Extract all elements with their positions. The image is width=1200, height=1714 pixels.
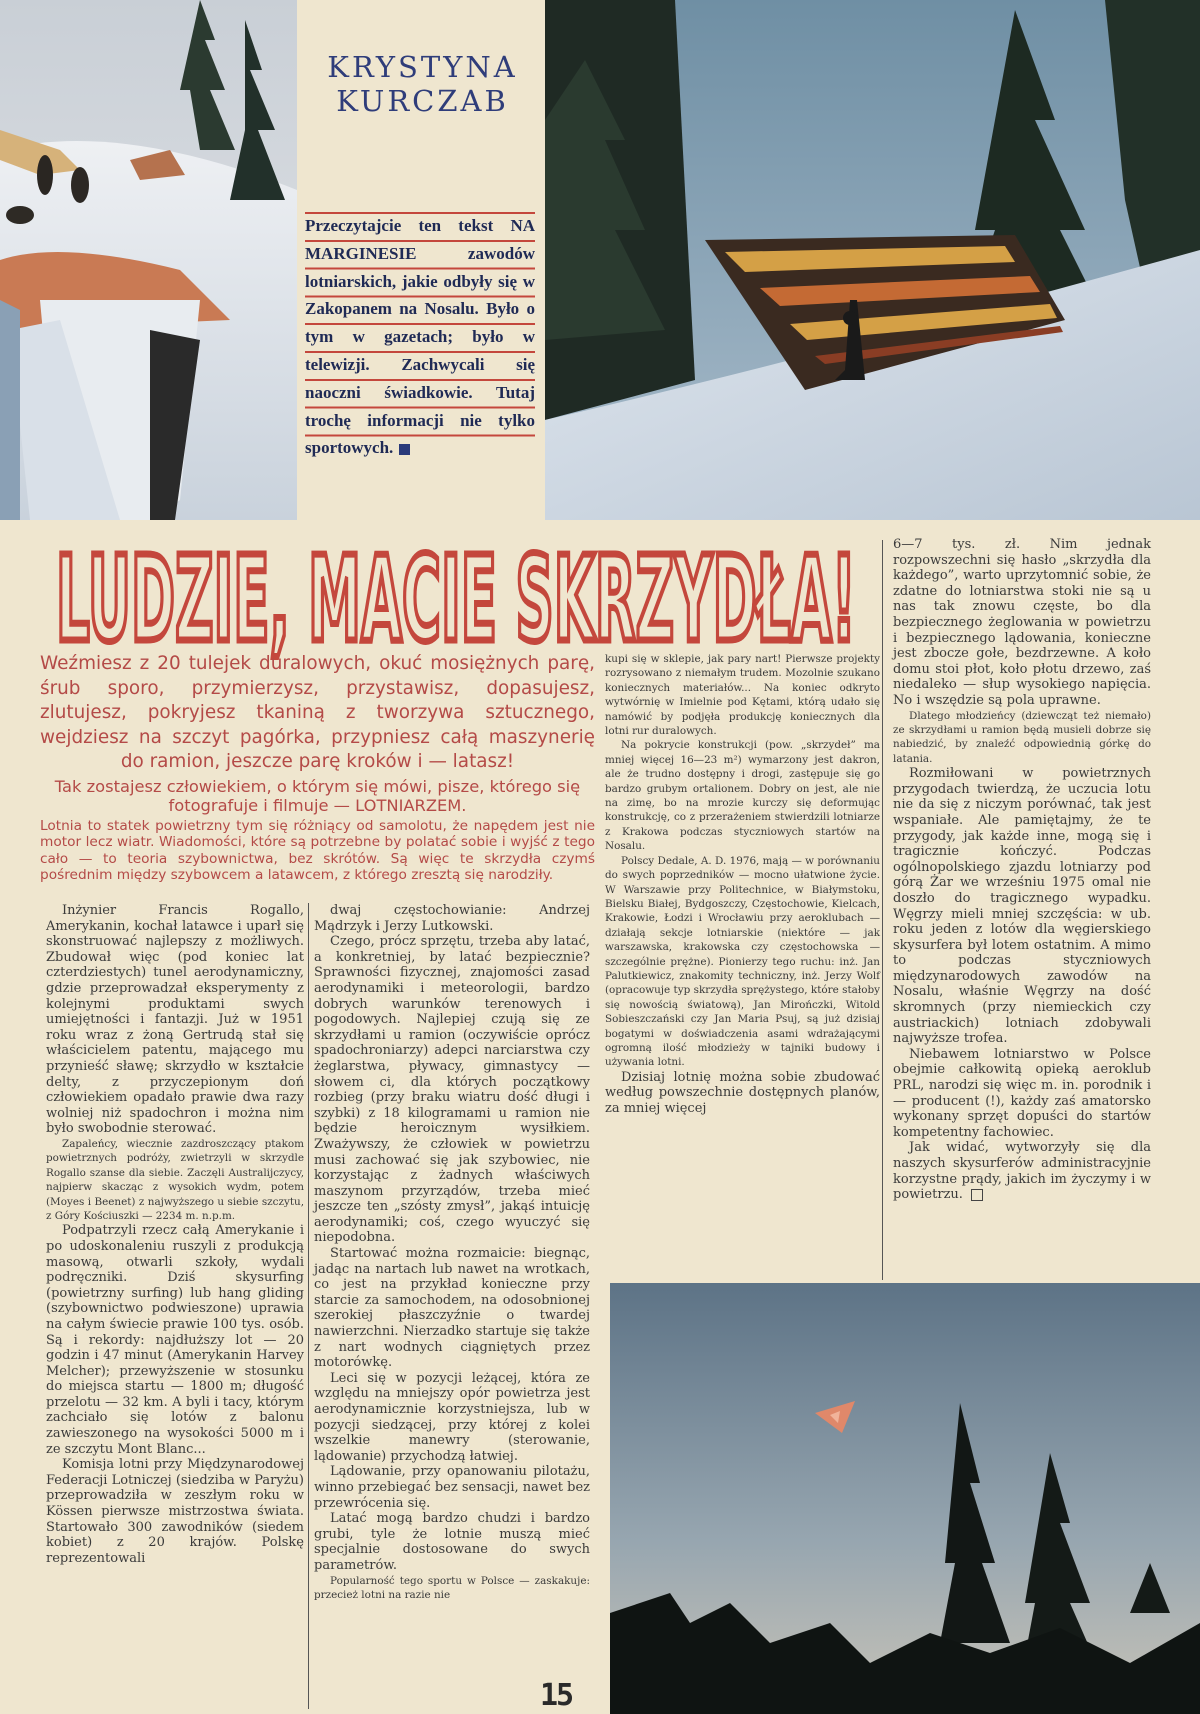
lede-paragraph-1: Weźmiesz z 20 tulejek duralowych, okuć mosiężnych parę, śrub sporo, przymierzysz, przystawisz, dopasujesz, zlutujesz, pokryjesz tkaniną z tworzywa sztucznego, wejdziesz na szczyt pagórka, przypniesz całą maszynerię do ramion, jeszcze parę kroków i — latasz! bbox=[40, 653, 595, 773]
paragraph: Dlatego młodzieńcy (dziewcząt też niemało) ze skrzydłami u ramion będą musieli dobrze się nabiedzić, by znaleźć odpowiednią górkę do latania. bbox=[893, 709, 1151, 765]
paragraph: Popularność tego sportu w Polsce — zaskakuje: przecież lotni na razie nie bbox=[314, 1574, 590, 1601]
paragraph: Latać mogą bardzo chudzi i bardzo grubi, tyle że lotnie muszą mieć specjalnie dostosowane do swych parametrów. bbox=[314, 1511, 590, 1573]
paragraph: Niebawem lotniarstwo w Polsce obejmie całkowitą opieką aeroklub PRL, narodzi się więc m. in. porodnik i — producent (!), każdy zaś amatorsko wykonany sprzęt dopuści do startów kompetentny fachowiec. bbox=[893, 1046, 1151, 1140]
body-column-1 bbox=[46, 903, 304, 1566]
author-name bbox=[300, 50, 545, 118]
paragraph: Podpatrzyli rzecz całą Amerykanie i po udoskonaleniu ruszyli z produkcją masową, otwarli szkoły, wydali podręczniki. Dziś skysurfing (powietrzny surfing) lub hang gliding (szybownictwo podwieszone) uprawia na całym świecie prawie 100 tys. osób. Są i rekordy: najdłuższy lot — 20 godzin i 47 minut (Amerykanin Harvey Melcher); przewyższenie w stosunku do miejsca startu — 1800 m; długość przelotu — 32 km. A byli i tacy, którym zachciało się lotów z balonu zawieszonego na wysokości 5000 m i ze szczytu Mont Blanc... bbox=[46, 1223, 304, 1457]
paragraph: Startować można rozmaicie: biegnąc, jadąc na nartach lub nawet na wrotkach, co jest na przykład konieczne przy starcie za samochodem, na odosobnionej szerokiej płaszczyźnie o twardej nawierzchni. Nierzadko startuje się także z nart wodnych ciągniętych przez motorówkę. bbox=[314, 1246, 590, 1371]
paragraph: Lądowanie, przy opanowaniu pilotażu, winno przebiegać bez sensacji, nawet bez przewrócenia się. bbox=[314, 1464, 590, 1511]
column-divider bbox=[882, 540, 883, 1280]
photo-snow-camp bbox=[0, 0, 297, 520]
headline-title: LUDZIE, MACIE SKRZYDŁA! bbox=[56, 530, 856, 660]
paragraph: Polscy Dedale, A. D. 1976, mają — w porównaniu do swych poprzedników — mocno ułatwione życie. W Warszawie przy Politechnice, w Białymstoku, Bielsku Białej, Bydgoszczy, Częstochowie, Kielcach, Krakowie, Łodzi i Wrocławiu przy aeroklubach — działają sekcje lotniarskie (niektóre — jak warszawska, krakowska czy częstochowska — szczególnie prężne). Pionierzy tego ruchu: inż. Jan Palutkiewicz, znakomity techniczny, inż. Jerzy Wolf (opracowuje typ skrzydła sprężystego, które stałoby się nowością światową), Jan Mirończki, Witold Sobieszczański czy Jan Maria Psuj, są już dzisiaj bogatymi w doświadczenia asami wdrażającymi ogromną ilość młodzieży w tajniki budowy i używania lotni. bbox=[605, 854, 880, 1069]
paragraph: Komisja lotni przy Międzynarodowej Federacji Lotniczej (siedziba w Paryżu) przeprowadziła w zeszłym roku w Kössen pierwsze mistrzostwa świata. Startowało 300 zawodników (siedem kobiet) z 20 krajów. Polskę reprezentowali bbox=[46, 1457, 304, 1566]
paragraph-last bbox=[893, 1140, 1151, 1202]
body-column-4 bbox=[893, 537, 1151, 1203]
body-column-2 bbox=[314, 903, 590, 1602]
paragraph: 6—7 tys. zł. Nim jednak rozpowszechni się hasło „skrzydła dla każdego”, warto uprzytomnić sobie, że zdatne do lotniarstwa stoki nie są u nas tak znowu częste, bo dla bezpiecznego żeglowania w powietrzu i bezpiecznego lądowania, konieczne jest zbocze gołe, bezdrzewne. A koło domu stoi płot, koło płotu drzewo, zaś niedaleko — słup wysokiego napięcia. No i wszędzie są pola uprawne. bbox=[893, 537, 1151, 708]
paragraph: Na pokrycie konstrukcji (pow. „skrzydeł” ma mniej więcej 16—23 m²) wymarzony jest dakron, ale że trudno dostępny i drogi, zastępuje się go bardzo grubym ortalionem. Dobry on jest, ale nie na zimę, bo na mrozie kurczy się deformując konstrukcję, co z przerażeniem stwierdzili lotniarze z Krakowa podczas styczniowych startów na Nosalu. bbox=[605, 739, 880, 853]
lede-paragraph-3: Lotnia to statek powietrzny tym się różniący od samolotu, że napędem jest nie motor lecz wiatr. Wiadomości, które są potrzebne by polatać sobie i wyjść z tego cało — to teoria szybownictwa, bez skrótów. Są więc te skrzydła czymś pośrednim między szybowcem a latawcem, z którego zresztą się narodziły. bbox=[40, 817, 595, 884]
end-box-icon bbox=[971, 1189, 983, 1201]
page-number: 15 bbox=[540, 1678, 573, 1713]
photo-glider-in-sky bbox=[610, 1283, 1200, 1714]
paragraph: Czego, prócz sprzętu, trzeba aby latać, a konkretniej, by latać bezpiecznie? Sprawności fizycznej, znajomości zasad aerodynamiki i meteorologii, bardzo dobrych warunków terenowych i pogodowych. Najlepiej czują się ze skrzydłami u ramion (oczywiście oprócz spadochroniarzy) adepci narciarstwa czy żeglarstwa, pływacy, gimnastycy — słowem ci, dla których początkowy rozbieg (przy braku wiatru dość długi i szybki) z 18 kilogramami u ramion nie będzie heroicznym wysiłkiem. Zważywszy, że człowiek w powietrzu musi zachować się jak szybowiec, nie korzystając z żadnych właściwych maszynom przyrządów, trzeba mieć jeszcze ten „szósty zmysł”, jakąś intuicję aerodynamiki; coś, czego wyuczyć się niepodobna. bbox=[314, 934, 590, 1246]
paragraph-text: Jak widać, wytworzyły się dla naszych skysurferów administracyjnie korzystne prądy, jakich im życzymy i w powietrzu. bbox=[893, 1140, 1151, 1203]
column-divider bbox=[308, 903, 309, 1709]
author-first-name: KRYSTYNA bbox=[327, 50, 518, 84]
headline bbox=[46, 520, 866, 660]
author-last-name: KURCZAB bbox=[336, 84, 509, 118]
paragraph: dwaj częstochowianie: Andrzej Mądrzyk i Jerzy Lutkowski. bbox=[314, 903, 590, 934]
paragraph: Inżynier Francis Rogallo, Amerykanin, kochał latawce i uparł się skonstruować najlepszy z możliwych. Zbudował więc (pod koniec lat czterdziestych) tunel aerodynamiczny, gdzie przeprowadzał eksperymenty z kolejnymi produktami swych umiejętności i fantazji. Już w 1951 roku wraz z żoną Gertrudą stał się właścicielem patentu, mającego mu przynieść sławę; skrzydło w kształcie delty, z przyczepionym doń człowiekiem opadało prawie dwa razy wolniej niż spadochron i można nim było swobodnie sterować. bbox=[46, 903, 304, 1137]
paragraph: Zapaleńcy, wiecznie zazdroszczący ptakom powietrznych podróży, zwietrzyli w skrzydle Rogallo szanse dla siebie. Zaczęli Australijczycy, najpierw skacząc z wysokich wydm, potem (Moyes i Beenet) z najwyższego u siebie szczytu, z Góry Kościuszki — 2234 m. n.p.m. bbox=[46, 1137, 304, 1222]
photo-hang-glider-snow bbox=[545, 0, 1200, 520]
lede bbox=[40, 652, 595, 884]
intro-text bbox=[305, 212, 535, 462]
lede-paragraph-2: Tak zostajesz człowiekiem, o którym się mówi, pisze, którego się fotografuje i filmuje — LOTNIARZEM. bbox=[54, 776, 581, 815]
paragraph: Rozmiłowani w powietrznych przygodach twierdzą, że uczucia lotu nie da się z niczym porównać, tak jest wspaniałe. Ale pamiętajmy, że te przygody, jak każde inne, mogą się i tragicznie kończyć. Podczas ogólnopolskiego zjazdu lotniarzy pod górą Żar we wrześniu 1975 omal nie doszło do tragicznego wypadku. Węgrzy mieli mniej szczęścia: w ub. roku jeden z lotów dla węgierskiego skysurfera był lotem ostatnim. A mimo to podczas styczniowych międzynarodowych zawodów na Nosalu, właśnie Węgrzy na dość skromnych (przy niemieckich czy austriackich) lotniach zdobywali najwyższe trofea. bbox=[893, 766, 1151, 1047]
paragraph: kupi się w sklepie, jak pary nart! Pierwsze projekty rozrysowano z niemałym trudem. Mozolnie szukano koniecznych materiałów... Na koniec odkryto wytwórnię w Imielnie pod Kętami, którą udało się namówić by podjęła produkcję koniecznych dla lotni rur duralowych. bbox=[605, 653, 880, 738]
paragraph: Leci się w pozycji leżącej, która ze względu na mniejszy opór powietrza jest aerodynamicznie korzystniejsza, lub w pozycji siedzącej, przy której z kolei wszelkie manewry (sterowanie, lądowanie) przychodzą łatwiej. bbox=[314, 1370, 590, 1464]
body-column-3 bbox=[605, 652, 880, 1117]
intro-paragraph: Przeczytajcie ten tekst NA MARGINESIE zawodów lotniarskich, jakie odbyły się w Zakopanem na Nosalu. Było o tym w gazetach; było w telewizji. Zachwycali się naoczni świadkowie. Tutaj trochę informacji nie tylko sportowych. bbox=[305, 216, 535, 458]
end-square-icon bbox=[399, 444, 410, 455]
paragraph: Dzisiaj lotnię można sobie zbudować według powszechnie dostępnych planów, za mniej więcej bbox=[605, 1069, 880, 1116]
